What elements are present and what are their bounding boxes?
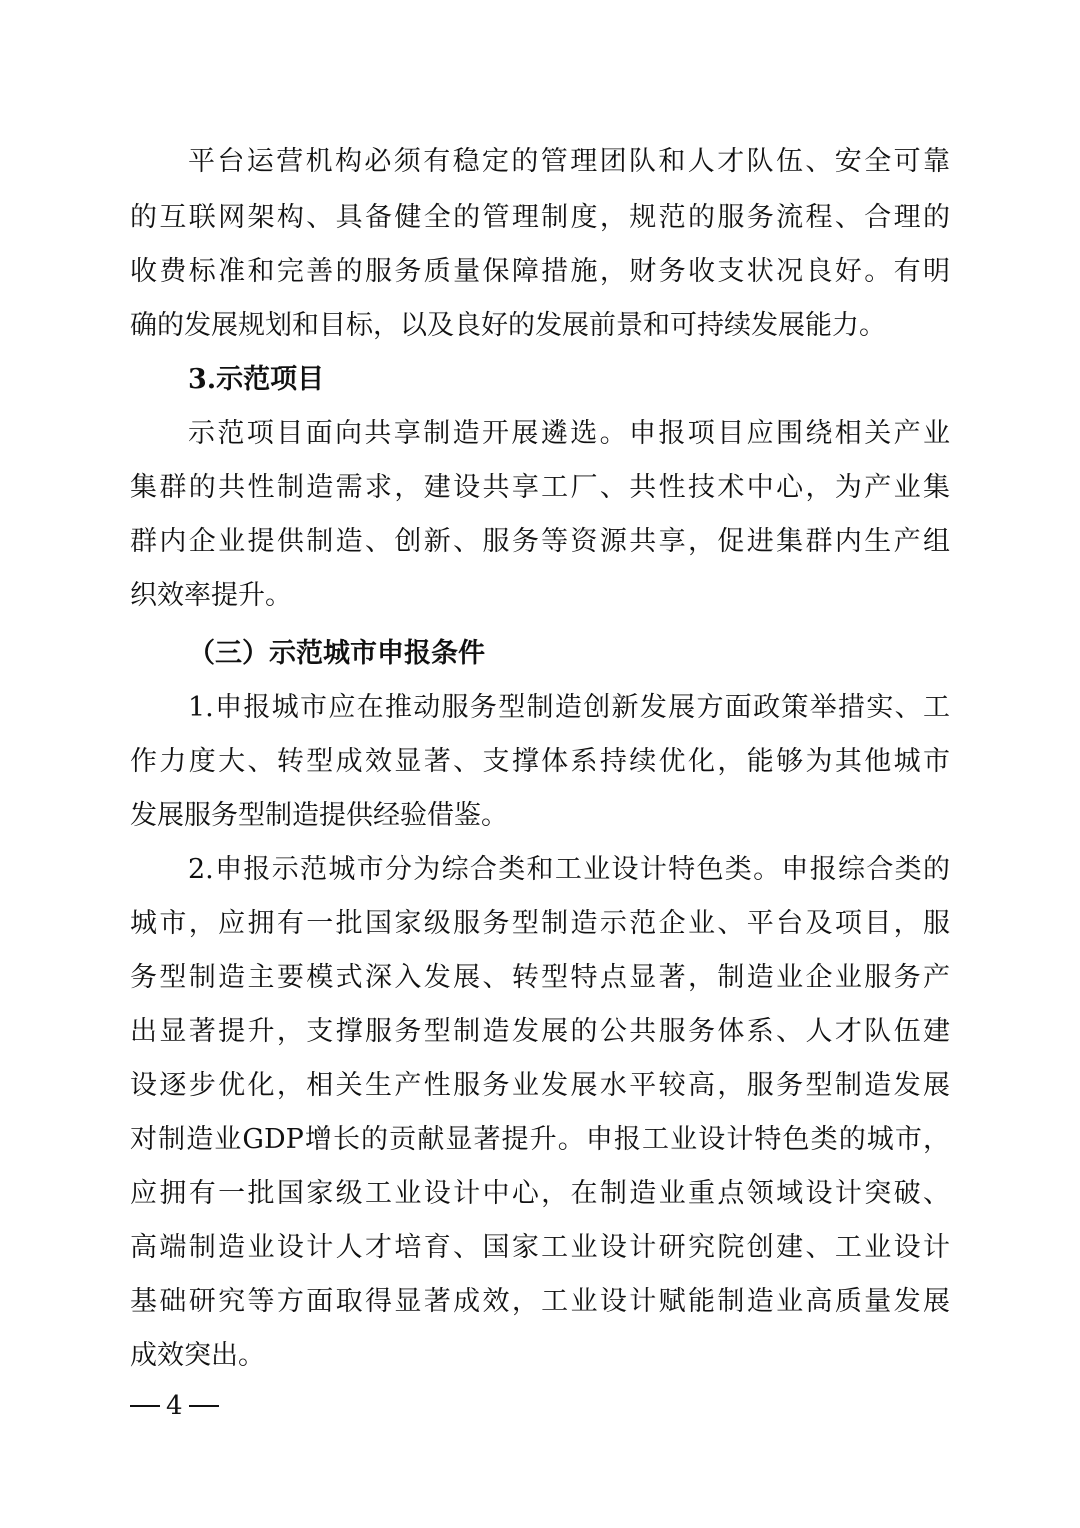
paragraph-line: 2.申报示范城市分为综合类和工业设计特色类。申报综合类的	[188, 854, 950, 885]
paragraph-line: 织效率提升。	[130, 580, 292, 611]
paragraph-line: 成效突出。	[130, 1340, 265, 1371]
paragraph-line: 设逐步优化，相关生产性服务业发展水平较高，服务型制造发展	[130, 1070, 950, 1101]
paragraph-line: 作力度大、转型成效显著、支撑体系持续优化，能够为其他城市	[130, 746, 950, 777]
paragraph-line: 对制造业GDP增长的贡献显著提升。申报工业设计特色类的城市，	[130, 1124, 950, 1155]
paragraph-line: 的互联网架构、具备健全的管理制度，规范的服务流程、合理的	[130, 202, 950, 233]
paragraph-line: 发展服务型制造提供经验借鉴。	[130, 800, 508, 831]
paragraph-line: 城市，应拥有一批国家级服务型制造示范企业、平台及项目，服	[130, 908, 950, 939]
section-heading: 3.示范项目	[188, 364, 325, 395]
section-heading: （三）示范城市申报条件	[188, 638, 485, 669]
paragraph-line: 示范项目面向共享制造开展遴选。申报项目应围绕相关产业	[188, 418, 950, 449]
footer-dash-right	[189, 1405, 219, 1407]
paragraph-line: 集群的共性制造需求，建设共享工厂、共性技术中心，为产业集	[130, 472, 950, 503]
footer-dash-left	[130, 1405, 160, 1407]
paragraph-line: 务型制造主要模式深入发展、转型特点显著，制造业企业服务产	[130, 962, 950, 993]
paragraph-line: 收费标准和完善的服务质量保障措施，财务收支状况良好。有明	[130, 256, 950, 287]
paragraph-line: 基础研究等方面取得显著成效，工业设计赋能制造业高质量发展	[130, 1286, 950, 1317]
paragraph-line: 1.申报城市应在推动服务型制造创新发展方面政策举措实、工	[188, 692, 950, 723]
paragraph-line: 平台运营机构必须有稳定的管理团队和人才队伍、安全可靠	[188, 146, 950, 177]
paragraph-line: 高端制造业设计人才培育、国家工业设计研究院创建、工业设计	[130, 1232, 950, 1263]
page-number: 4	[166, 1391, 183, 1421]
paragraph-line: 出显著提升，支撑服务型制造发展的公共服务体系、人才队伍建	[130, 1016, 950, 1047]
paragraph-line: 群内企业提供制造、创新、服务等资源共享，促进集群内生产组	[130, 526, 950, 557]
paragraph-line: 应拥有一批国家级工业设计中心，在制造业重点领域设计突破、	[130, 1178, 950, 1209]
paragraph-line: 确的发展规划和目标，以及良好的发展前景和可持续发展能力。	[130, 310, 886, 341]
page-footer	[130, 1386, 219, 1426]
